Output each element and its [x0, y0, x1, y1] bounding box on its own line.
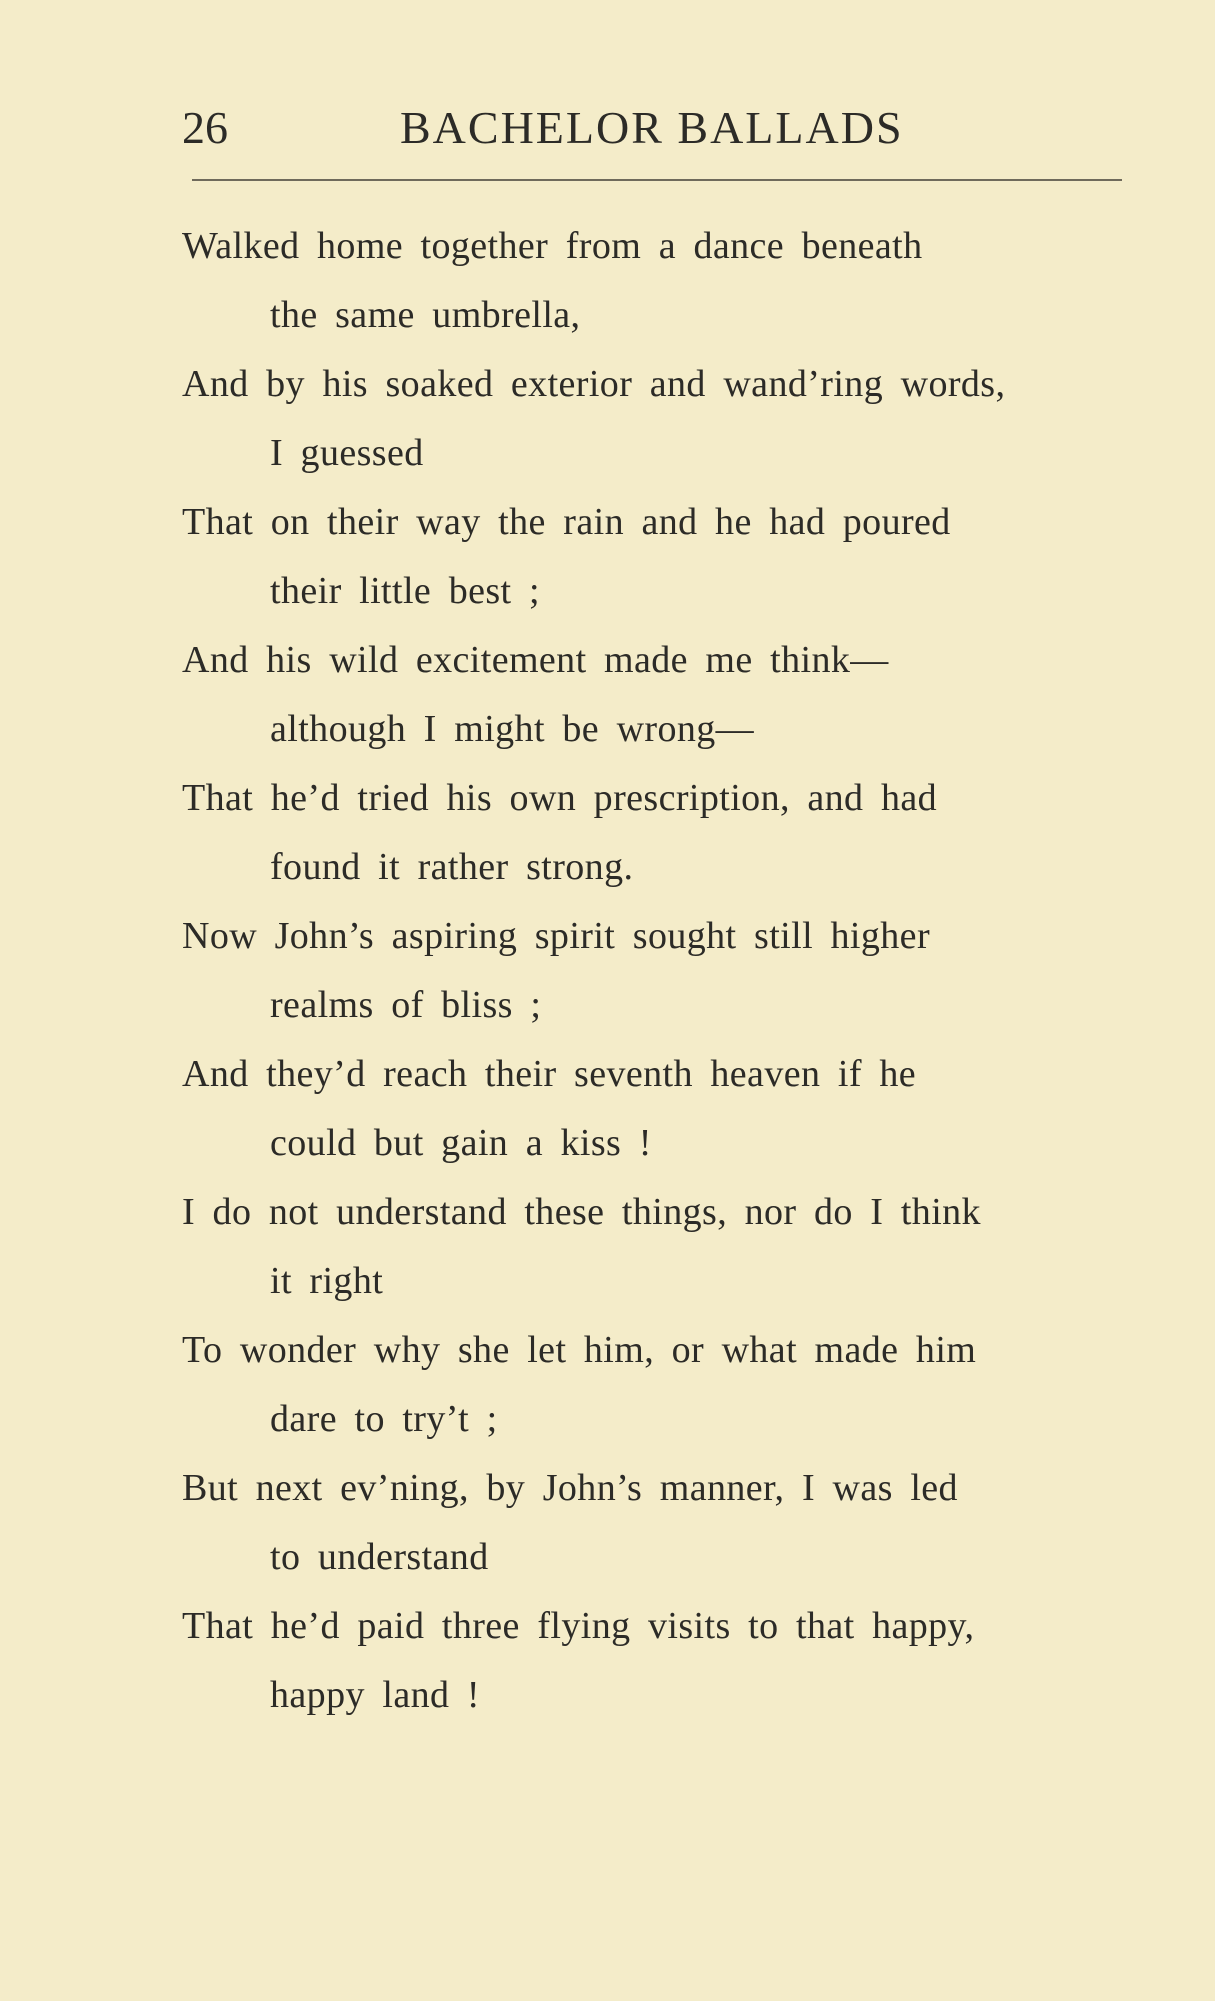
verse-line-continuation: found it rather strong. — [270, 846, 634, 888]
verse-line: And they’d reach their seventh heaven if he — [182, 1053, 917, 1095]
verse-line: That he’d tried his own prescription, and had — [182, 777, 938, 819]
verse-line: To wonder why she let him, or what made him — [182, 1329, 977, 1371]
verse-line: And his wild excitement made me think— — [182, 639, 889, 681]
verse-line-continuation: although I might be wrong— — [270, 708, 755, 750]
running-head — [182, 98, 1122, 158]
verse-line-continuation: I guessed — [270, 432, 424, 474]
running-title: BACHELOR BALLADS — [400, 102, 904, 153]
verse-line: Walked home together from a dance beneath — [182, 225, 923, 267]
verse-line-continuation: happy land ! — [270, 1674, 480, 1716]
verse-line: Now John’s aspiring spirit sought still higher — [182, 915, 930, 957]
verse-line: That he’d paid three flying visits to that happy, — [182, 1605, 975, 1647]
verse-line: But next ev’ning, by John’s manner, I was led — [182, 1467, 958, 1509]
verse-line: And by his soaked exterior and wand’ring words, — [182, 363, 1006, 405]
verse-line-continuation: it right — [270, 1260, 384, 1302]
verse-line-continuation: the same umbrella, — [270, 294, 581, 336]
page-number: 26 — [182, 102, 228, 153]
verse-body — [182, 212, 1146, 1730]
verse-line: That on their way the rain and he had poured — [182, 501, 951, 543]
header-rule — [192, 179, 1122, 181]
verse-line-continuation: their little best ; — [270, 570, 540, 612]
verse-line-continuation: could but gain a kiss ! — [270, 1122, 652, 1164]
verse-line: I do not understand these things, nor do I think — [182, 1191, 981, 1233]
verse-line-continuation: dare to try’t ; — [270, 1398, 498, 1440]
verse-line-continuation: to understand — [270, 1536, 489, 1578]
verse-line-continuation: realms of bliss ; — [270, 984, 542, 1026]
